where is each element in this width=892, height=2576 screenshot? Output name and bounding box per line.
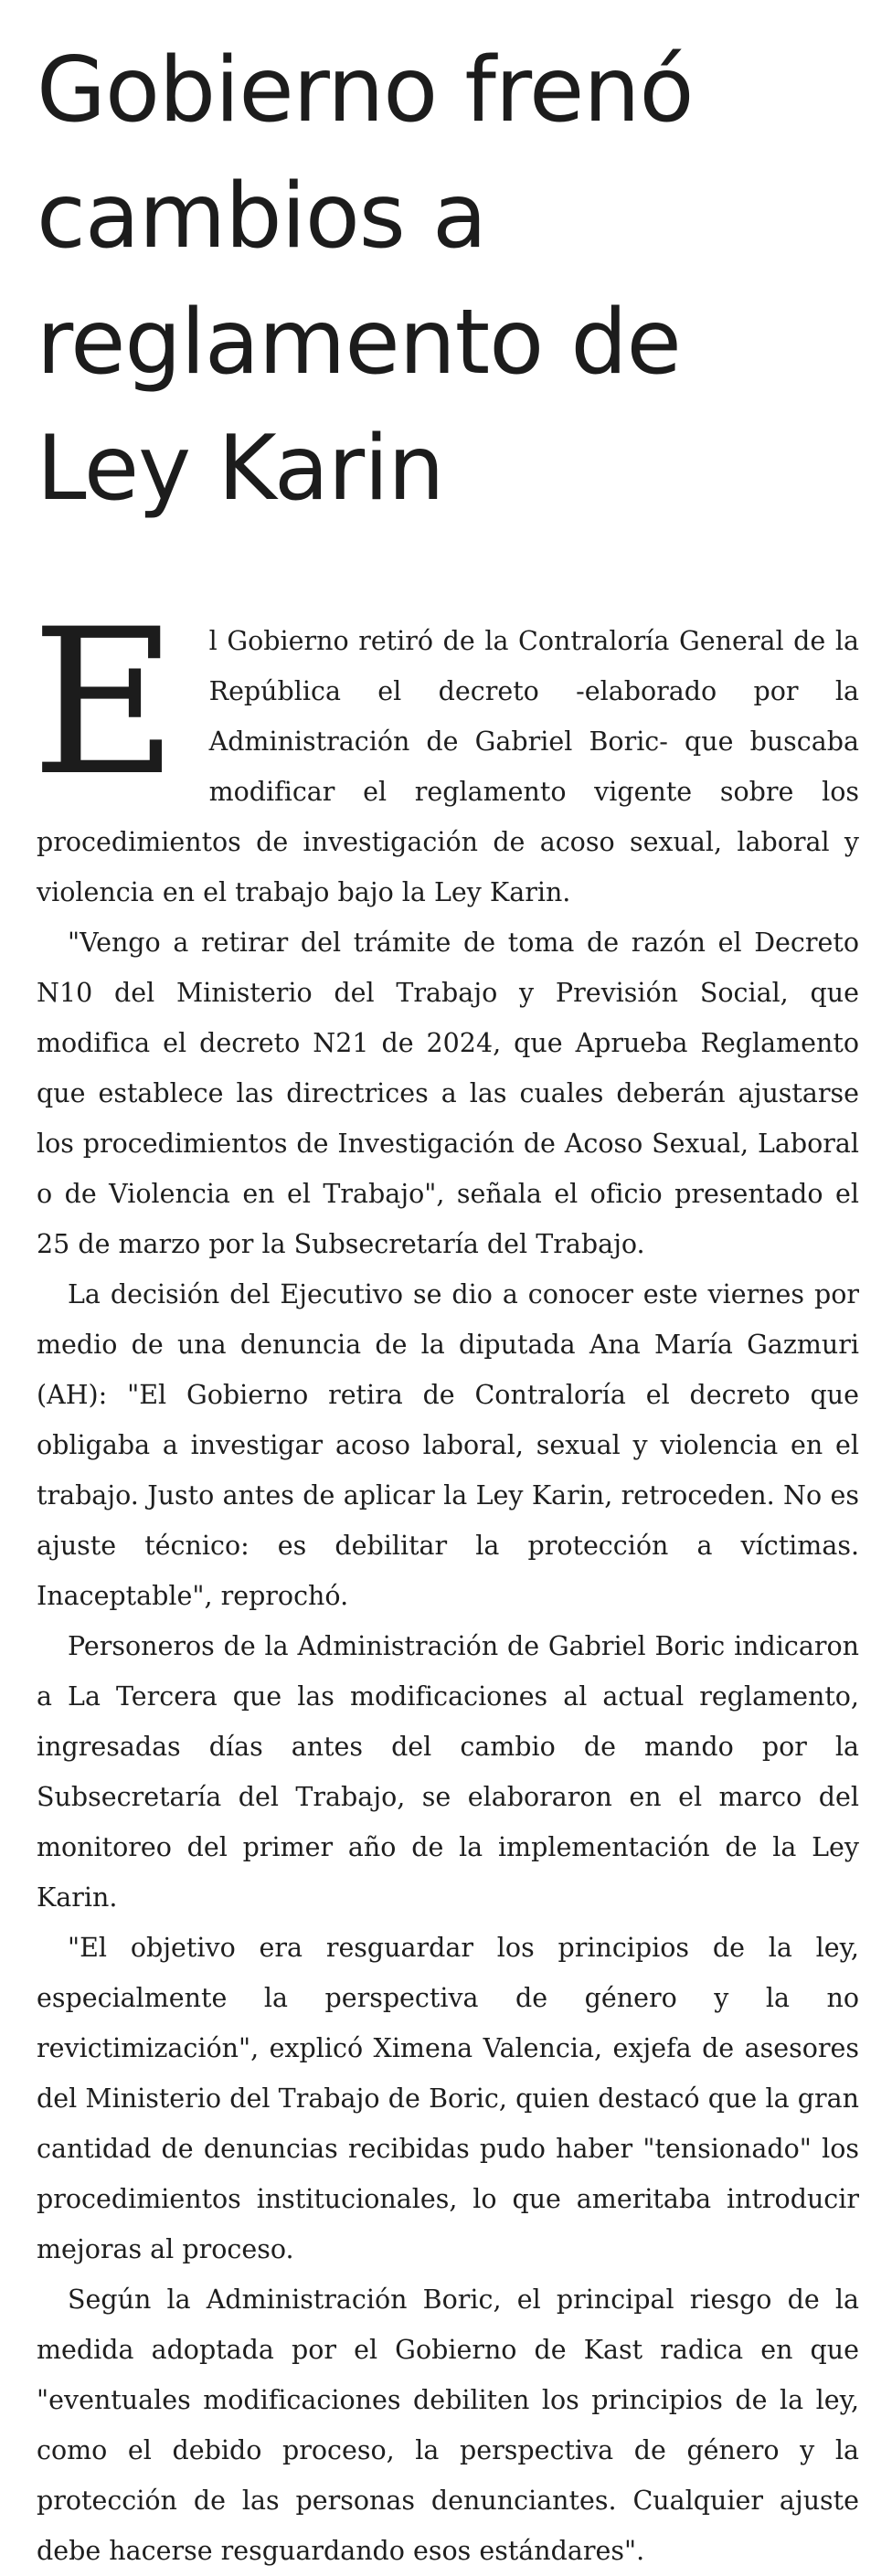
headline-line: cambios a bbox=[37, 164, 487, 269]
body-paragraph: "El objetivo era resguardar los principios de la ley, especialmente la perspectiva de género y la no revictimización", explicó Ximena Valencia, exjefa de asesores del Ministerio del Trabajo de Boric, quien destacó que la gran cantidad de denuncias recibidas pudo haber "tensionado" los procedimientos institucionales, lo que ameritaba introducir mejoras al proceso. bbox=[37, 1933, 859, 2264]
news-article bbox=[31, 27, 859, 2576]
body-paragraph: La decisión del Ejecutivo se dio a conocer este viernes por medio de una denuncia de la diputada Ana María Gazmuri (AH): "El Gobierno retira de Contraloría el decreto que obligaba a investigar acoso laboral, sexual y violencia en el trabajo. Justo antes de aplicar la Ley Karin, retroceden. No es ajuste técnico: es debilitar la protección a víctimas. Inaceptable", reprochó. bbox=[37, 1279, 859, 1611]
body-paragraph: "Vengo a retirar del trámite de toma de razón el Decreto N10 del Ministerio del Trabajo y Previsión Social, que modifica el decreto N21 de 2024, que Aprueba Reglamento que establece las directrices a las cuales deberán ajustarse los procedimientos de Investigación de Acoso Sexual, Laboral o de Violencia en el Trabajo", señala el oficio presentado el 25 de marzo por la Subsecretaría del Trabajo. bbox=[37, 928, 859, 1259]
lead-paragraph-text: l Gobierno retiró de la Contraloría General de la República el decreto -elaborado por la Administración de Gabriel Boric- que buscaba modificar el reglamento vigente sobre los procedimientos de investigación de acoso sexual, laboral y violencia en el trabajo bajo la Ley Karin. bbox=[37, 626, 859, 907]
body-paragraph: Según la Administración Boric, el principal riesgo de la medida adoptada por el Gobierno de Kast radica en que "eventuales modificaciones debiliten los principios de la ley, como el debido proceso, la perspectiva de género y la protección de las personas denunciantes. Cualquier ajuste debe hacerse resguardando esos estándares". bbox=[37, 2284, 859, 2566]
body-paragraph: Personeros de la Administración de Gabriel Boric indicaron a La Tercera que las modificaciones al actual reglamento, ingresadas días antes del cambio de mando por la Subsecretaría del Trabajo, se elaboraron en el marco del monitoreo del primer año de la implementación de la Ley Karin. bbox=[37, 1631, 859, 1913]
headline-line: reglamento de bbox=[37, 291, 681, 395]
headline-line: Ley Karin bbox=[37, 417, 444, 521]
article-body bbox=[31, 586, 859, 2576]
headline bbox=[37, 27, 859, 532]
lead-paragraph bbox=[31, 586, 859, 917]
drop-cap: E bbox=[31, 586, 178, 820]
headline-line: Gobierno frenó bbox=[37, 38, 694, 143]
